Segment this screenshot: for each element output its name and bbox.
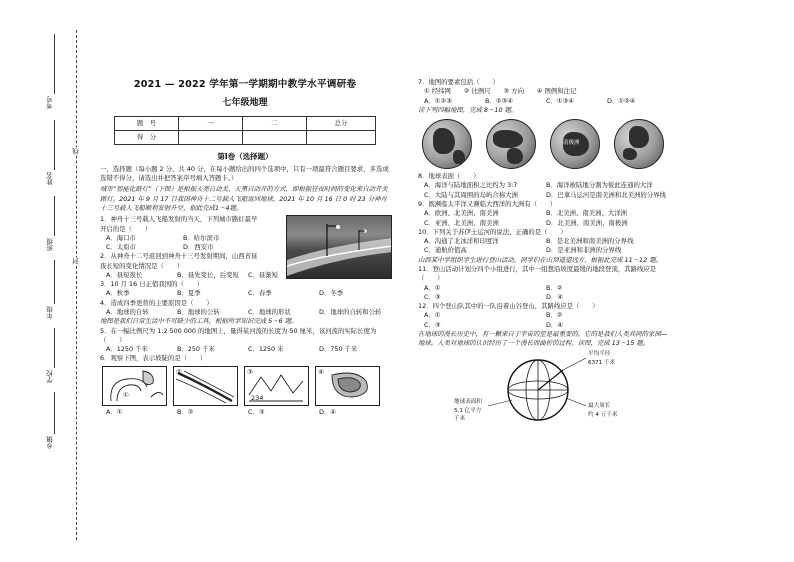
q4-options xyxy=(100,308,390,317)
passage-11-text: 山西某中学组织学生进行登山活动，同学们在山顶遥望远方，根据此完成 11～12 题。 xyxy=(418,255,662,264)
option-b[interactable]: B．② xyxy=(546,283,563,292)
contour-lines xyxy=(316,367,379,405)
earth-area-label: 地球表面积 5.1 亿平方 千米 xyxy=(454,399,482,422)
option-c[interactable]: C．亚洲、北美洲、南美洲 xyxy=(424,218,499,227)
option-a[interactable]: A．① xyxy=(106,407,123,416)
q8-options xyxy=(418,181,668,200)
score-cell: 得 分 xyxy=(115,130,179,144)
question-10: 10．下列关于苏伊士运河的说法，正确的是（ ） xyxy=(418,227,567,236)
option-b[interactable]: B．地球的公转 xyxy=(177,308,220,317)
exam-subtitle: 七年级地理 xyxy=(222,97,268,108)
option-d[interactable]: D．地球的自转和公转 xyxy=(319,308,382,317)
continent-shape xyxy=(507,148,523,164)
question-3: 3．10 月 16 日正值我国的（ ） xyxy=(100,280,204,289)
option-c[interactable]: C．1250 米 xyxy=(248,345,284,354)
earth-figure xyxy=(418,350,668,428)
earth-circumference-label: 最大周长 约 4 万千米 xyxy=(588,403,618,418)
q12-options xyxy=(418,311,668,330)
exam-title: 2021 — 2022 学年第一学期期中教学水平调研卷 xyxy=(133,79,357,90)
section-title: 第Ⅰ卷（选择题） xyxy=(217,151,273,161)
passage-text: 城市“智能化路灯”（下图）是根据天亮自动关、天黑自动开的方式，即根据昼夜时间的变化来自动开关路灯。2021 年 9 月 17 日我国神舟十二号载人飞船返回地球，2021 年 10 月 16 日 0 时 23 分神舟十三号载人飞船顺利发射升空，据此完成1～4题。 xyxy=(100,185,388,212)
option-b[interactable]: B．②③④ xyxy=(485,96,513,105)
township-blank[interactable] xyxy=(54,392,55,434)
seal-line-text: 线 xyxy=(72,148,80,155)
option-a[interactable]: A．昼短夜长 xyxy=(106,270,143,279)
option-b[interactable]: B．250 千米 xyxy=(177,345,215,354)
option-c[interactable]: C．③ xyxy=(424,320,441,329)
class-blank[interactable] xyxy=(54,196,55,236)
grade-blank[interactable] xyxy=(54,260,55,304)
q7-items: ① 经纬网 ② 比例尺 ③ 方向 ④ 图例和注记 xyxy=(424,87,577,96)
contour-map-2 xyxy=(173,366,238,406)
option-b[interactable]: B．北美洲、南美洲、大洋洲 xyxy=(546,209,628,218)
continent-shape xyxy=(493,130,523,148)
earth-radius-label: 平均半径 6371 千米 xyxy=(588,351,616,366)
option-a[interactable]: A．① xyxy=(424,311,441,320)
question-2: 2．从神舟十二号返回到神舟十三号发射期间，山西省昼夜长短的变化情况是（ ） xyxy=(100,252,258,270)
q9-options xyxy=(418,209,668,228)
passage-2-text: 地图是我们日常生活中不可缺少的工具，根据所学知识完成 5～6 题。 xyxy=(100,317,298,326)
contour-maps xyxy=(100,366,390,406)
option-b[interactable]: B．海洋被陆地分割为彼此连通的大洋 xyxy=(546,181,653,190)
street-lamp-illustration xyxy=(287,216,392,279)
option-d[interactable]: D．西安市 xyxy=(183,243,214,252)
option-d[interactable]: D．④ xyxy=(319,407,337,416)
contour-map-3 xyxy=(244,366,309,406)
option-d[interactable]: D．④ xyxy=(546,292,564,301)
contour-map-4 xyxy=(315,366,380,406)
option-a[interactable]: A．海口市 xyxy=(106,233,136,242)
school-label: 学校 xyxy=(46,370,54,383)
score-input-cell[interactable] xyxy=(243,130,307,144)
option-a[interactable]: A．欧洲、北美洲、南美洲 xyxy=(424,209,499,218)
left-column xyxy=(100,78,390,417)
score-table-header-row xyxy=(115,116,376,130)
globe-1 xyxy=(422,119,472,169)
q1-options xyxy=(100,234,260,253)
score-cell: 总分 xyxy=(307,116,376,130)
question-11: 11．登山活动计划分四个小组进行，其中一组想沿坡度最缓的地段登顶，其路线应是（ ） xyxy=(418,264,657,283)
passage-8-text: 读下列四幅地图，完成 8～10 题。 xyxy=(418,105,518,114)
street-lamp-photo xyxy=(286,215,392,279)
option-a[interactable]: A．①②③ xyxy=(424,96,452,105)
score-input-cell[interactable] xyxy=(179,130,243,144)
option-b[interactable]: B．② xyxy=(177,407,194,416)
option-a[interactable]: A．① xyxy=(424,283,441,292)
exam-no-label: 考号 xyxy=(46,96,54,109)
q1-4-block xyxy=(100,215,390,317)
option-d[interactable]: D．750 千米 xyxy=(319,345,358,354)
q6-options xyxy=(100,408,390,417)
option-c[interactable]: C．地球的形状 xyxy=(248,308,291,317)
continent-shape xyxy=(629,126,649,148)
score-input-cell[interactable] xyxy=(307,130,376,144)
name-blank[interactable] xyxy=(54,120,55,170)
option-d[interactable]: D．冬季 xyxy=(319,289,344,298)
school-blank[interactable] xyxy=(54,328,55,368)
score-cell: 一 xyxy=(179,116,243,130)
q3-options xyxy=(100,289,390,298)
option-b[interactable]: B．昼先变长，后变短 xyxy=(177,270,239,279)
section-instructions: 一、选择题（每小题 2 分，共 40 分，在每小题给出的四个选项中，只有一项最符合题目要求，多选或选错不得分，请选出并把答案序号填入答题卡。） xyxy=(100,164,389,183)
map-number: ④ xyxy=(318,367,324,376)
option-b[interactable]: B．② xyxy=(546,311,563,320)
option-c[interactable]: C．春季 xyxy=(248,289,272,298)
name-label: 姓名 xyxy=(46,172,54,185)
question-7: 7．地图的要素包括（ ） xyxy=(418,78,499,86)
question-4: 4．造成四季更替的主要原因是（ ） xyxy=(100,298,213,307)
question-5: 5．在一幅比例尺为 1:2 500 000 的地图上，量得某河流的长度为 50 厘米，该河流的实际长度为（ ） xyxy=(100,326,377,344)
option-b[interactable]: B．哈尔滨市 xyxy=(183,233,220,242)
question-12: 12．四个登山队其中的一队沿着山谷登山，其路线应是（ ） xyxy=(418,302,599,311)
option-d[interactable]: D．是亚洲和非洲的分界线 xyxy=(546,246,622,255)
contour-map-1 xyxy=(102,366,167,406)
contour-values: 234 xyxy=(251,393,264,402)
globe-3 xyxy=(550,119,600,169)
question-9: 9．既濒临太平洋又濒临大西洋的大洲有（ ） xyxy=(418,199,557,208)
option-d[interactable]: D．巴拿马运河是南美洲和北美洲的分界线 xyxy=(546,190,666,199)
option-a[interactable]: A．沟通了北冰洋和印度洋 xyxy=(424,237,499,246)
passage-13-text: 在地球的漫长历史中，有一颗来自于宇宙的星是最重要的。它的是我们人类共同的家园—地球。人类对地球的认识经历了一个漫长而曲折的过程。读图，完成 13～15 题。 xyxy=(418,329,668,348)
option-c[interactable]: C．通航价值高 xyxy=(424,246,467,255)
grade-label: 年级 xyxy=(46,306,54,319)
continent-shape xyxy=(623,148,637,160)
option-a[interactable]: A．海洋与陆地面积之比约为 3:7 xyxy=(424,181,518,190)
option-c[interactable]: C．③ xyxy=(424,292,441,301)
globe-4 xyxy=(614,119,664,169)
option-a[interactable]: A．1250 千米 xyxy=(106,345,148,354)
option-d[interactable]: D．①②④ xyxy=(607,96,636,105)
score-table xyxy=(114,116,376,145)
map-number: ① xyxy=(123,390,129,399)
seal-mark-text: 封 xyxy=(72,258,80,265)
option-c[interactable]: C．昼渐短 xyxy=(248,270,279,279)
q11-options xyxy=(418,284,668,303)
option-a[interactable]: A．秋季 xyxy=(106,289,130,298)
map-number: ② xyxy=(176,367,182,376)
option-c[interactable]: C．③ xyxy=(248,407,265,416)
continent-shape xyxy=(453,150,465,164)
q10-options xyxy=(418,237,668,256)
class-label: 班级 xyxy=(46,238,54,251)
contour-lines xyxy=(103,367,166,405)
globe-maps xyxy=(418,119,668,169)
score-cell: 二 xyxy=(243,116,307,130)
option-d[interactable]: D．北美洲、南美洲、南极洲 xyxy=(546,218,628,227)
q7-options xyxy=(418,97,668,106)
score-table-row xyxy=(115,130,376,144)
option-d[interactable]: D．④ xyxy=(546,320,564,329)
globe-label: 南极洲 xyxy=(563,140,580,147)
township-label: 乡镇 xyxy=(46,436,54,449)
option-b[interactable]: B．夏季 xyxy=(177,289,201,298)
contour-lines xyxy=(174,367,237,405)
option-c[interactable]: C．太原市 xyxy=(106,243,137,252)
binding-margin xyxy=(0,0,90,562)
map-number: ③ xyxy=(247,367,253,376)
exam-no-blank[interactable] xyxy=(54,34,55,94)
right-column xyxy=(418,78,668,428)
option-c[interactable]: C．大陆与其周围的岛屿合称大洲 xyxy=(424,190,518,199)
question-8: 8．地球表面（ ） xyxy=(418,172,480,181)
option-c[interactable]: C．①③④ xyxy=(546,96,575,105)
globe-2 xyxy=(486,119,536,169)
question-1: 1．神舟十三号载人飞船发射的当天，下列城市路灯最早开启的是（ ） xyxy=(100,215,258,233)
option-a[interactable]: A．地球的自转 xyxy=(106,308,149,317)
score-cell: 题 号 xyxy=(115,116,179,130)
option-b[interactable]: B．是北美洲和南美洲的分界线 xyxy=(546,237,634,246)
continent-shape xyxy=(433,128,455,154)
seal-line xyxy=(76,30,77,540)
question-6: 6．观察下图，表示坡陡的是（ ） xyxy=(100,354,207,363)
